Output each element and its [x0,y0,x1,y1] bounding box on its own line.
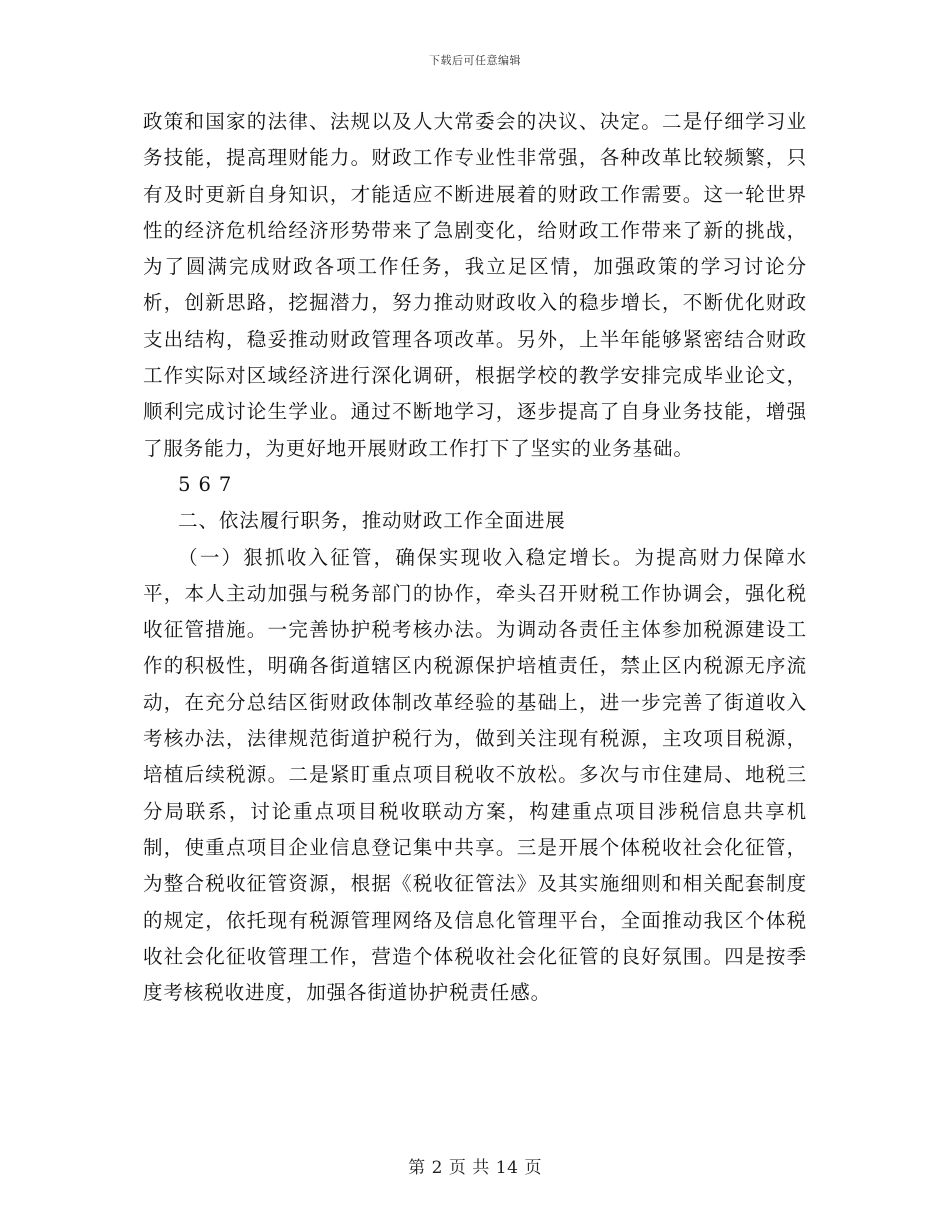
paragraph-continuation: 政策和国家的法律、法规以及人大常委会的决议、决定。二是仔细学习业务技能，提高理财能力。财政工作专业性非常强，各种改革比较频繁，只有及时更新自身知识，才能适应不断进展着的财政工作需要。这一轮世界性的经济危机给经济形势带来了急剧变化，给财政工作带来了新的挑战，为了圆满完成财政各项工作任务，我立足区情，加强政策的学习讨论分析，创新思路，挖掘潜力，努力推动财政收入的稳步增长，不断优化财政支出结构，稳妥推动财政管理各项改革。另外，上半年能够紧密结合财政工作实际对区域经济进行深化调研，根据学校的教学安排完成毕业论文，顺利完成讨论生学业。通过不断地学习，逐步提高了自身业务技能，增强了服务能力，为更好地开展财政工作打下了坚实的业务基础。 [143,110,807,460]
footer-suffix: 页 [524,1158,542,1178]
footer-total-pages: 14 [495,1158,519,1178]
paragraph-number-marker: 5 6 7 [178,472,233,496]
page-footer [0,1153,950,1178]
footer-current-page: 2 [431,1158,443,1178]
page-header: 下载后可任意编辑 [429,54,521,67]
footer-prefix: 第 [408,1158,426,1178]
paragraph-revenue-collection: （一）狠抓收入征管，确保实现收入稳定增长。为提高财力保障水平，本人主动加强与税务部门的协作，牵头召开财税工作协调会，强化税收征管措施。一完善协护税考核办法。为调动各责任主体参加税源建设工作的积极性，明确各街道辖区内税源保护培植责任，禁止区内税源无序流动，在充分总结区街财政体制改革经验的基础上，进一步完善了街道收入考核办法，法律规范街道护税行为，做到关注现有税源，主攻项目税源，培植后续税源。二是紧盯重点项目税收不放松。多次与市住建局、地税三分局联系，讨论重点项目税收联动方案，构建重点项目涉税信息共享机制，使重点项目企业信息登记集中共享。三是开展个体税收社会化征管，为整合税收征管资源，根据《税收征管法》及其实施细则和相关配套制度的规定，依托现有税源管理网络及信息化管理平台，全面推动我区个体税收社会化征收管理工作，营造个体税收社会化征管的良好氛围。四是按季度考核税收进度，加强各街道协护税责任感。 [143,545,807,1005]
footer-middle: 页 共 [448,1158,490,1178]
document-body [143,104,807,1011]
section-heading: 二、依法履行职务，推动财政工作全面进展 [178,509,566,533]
